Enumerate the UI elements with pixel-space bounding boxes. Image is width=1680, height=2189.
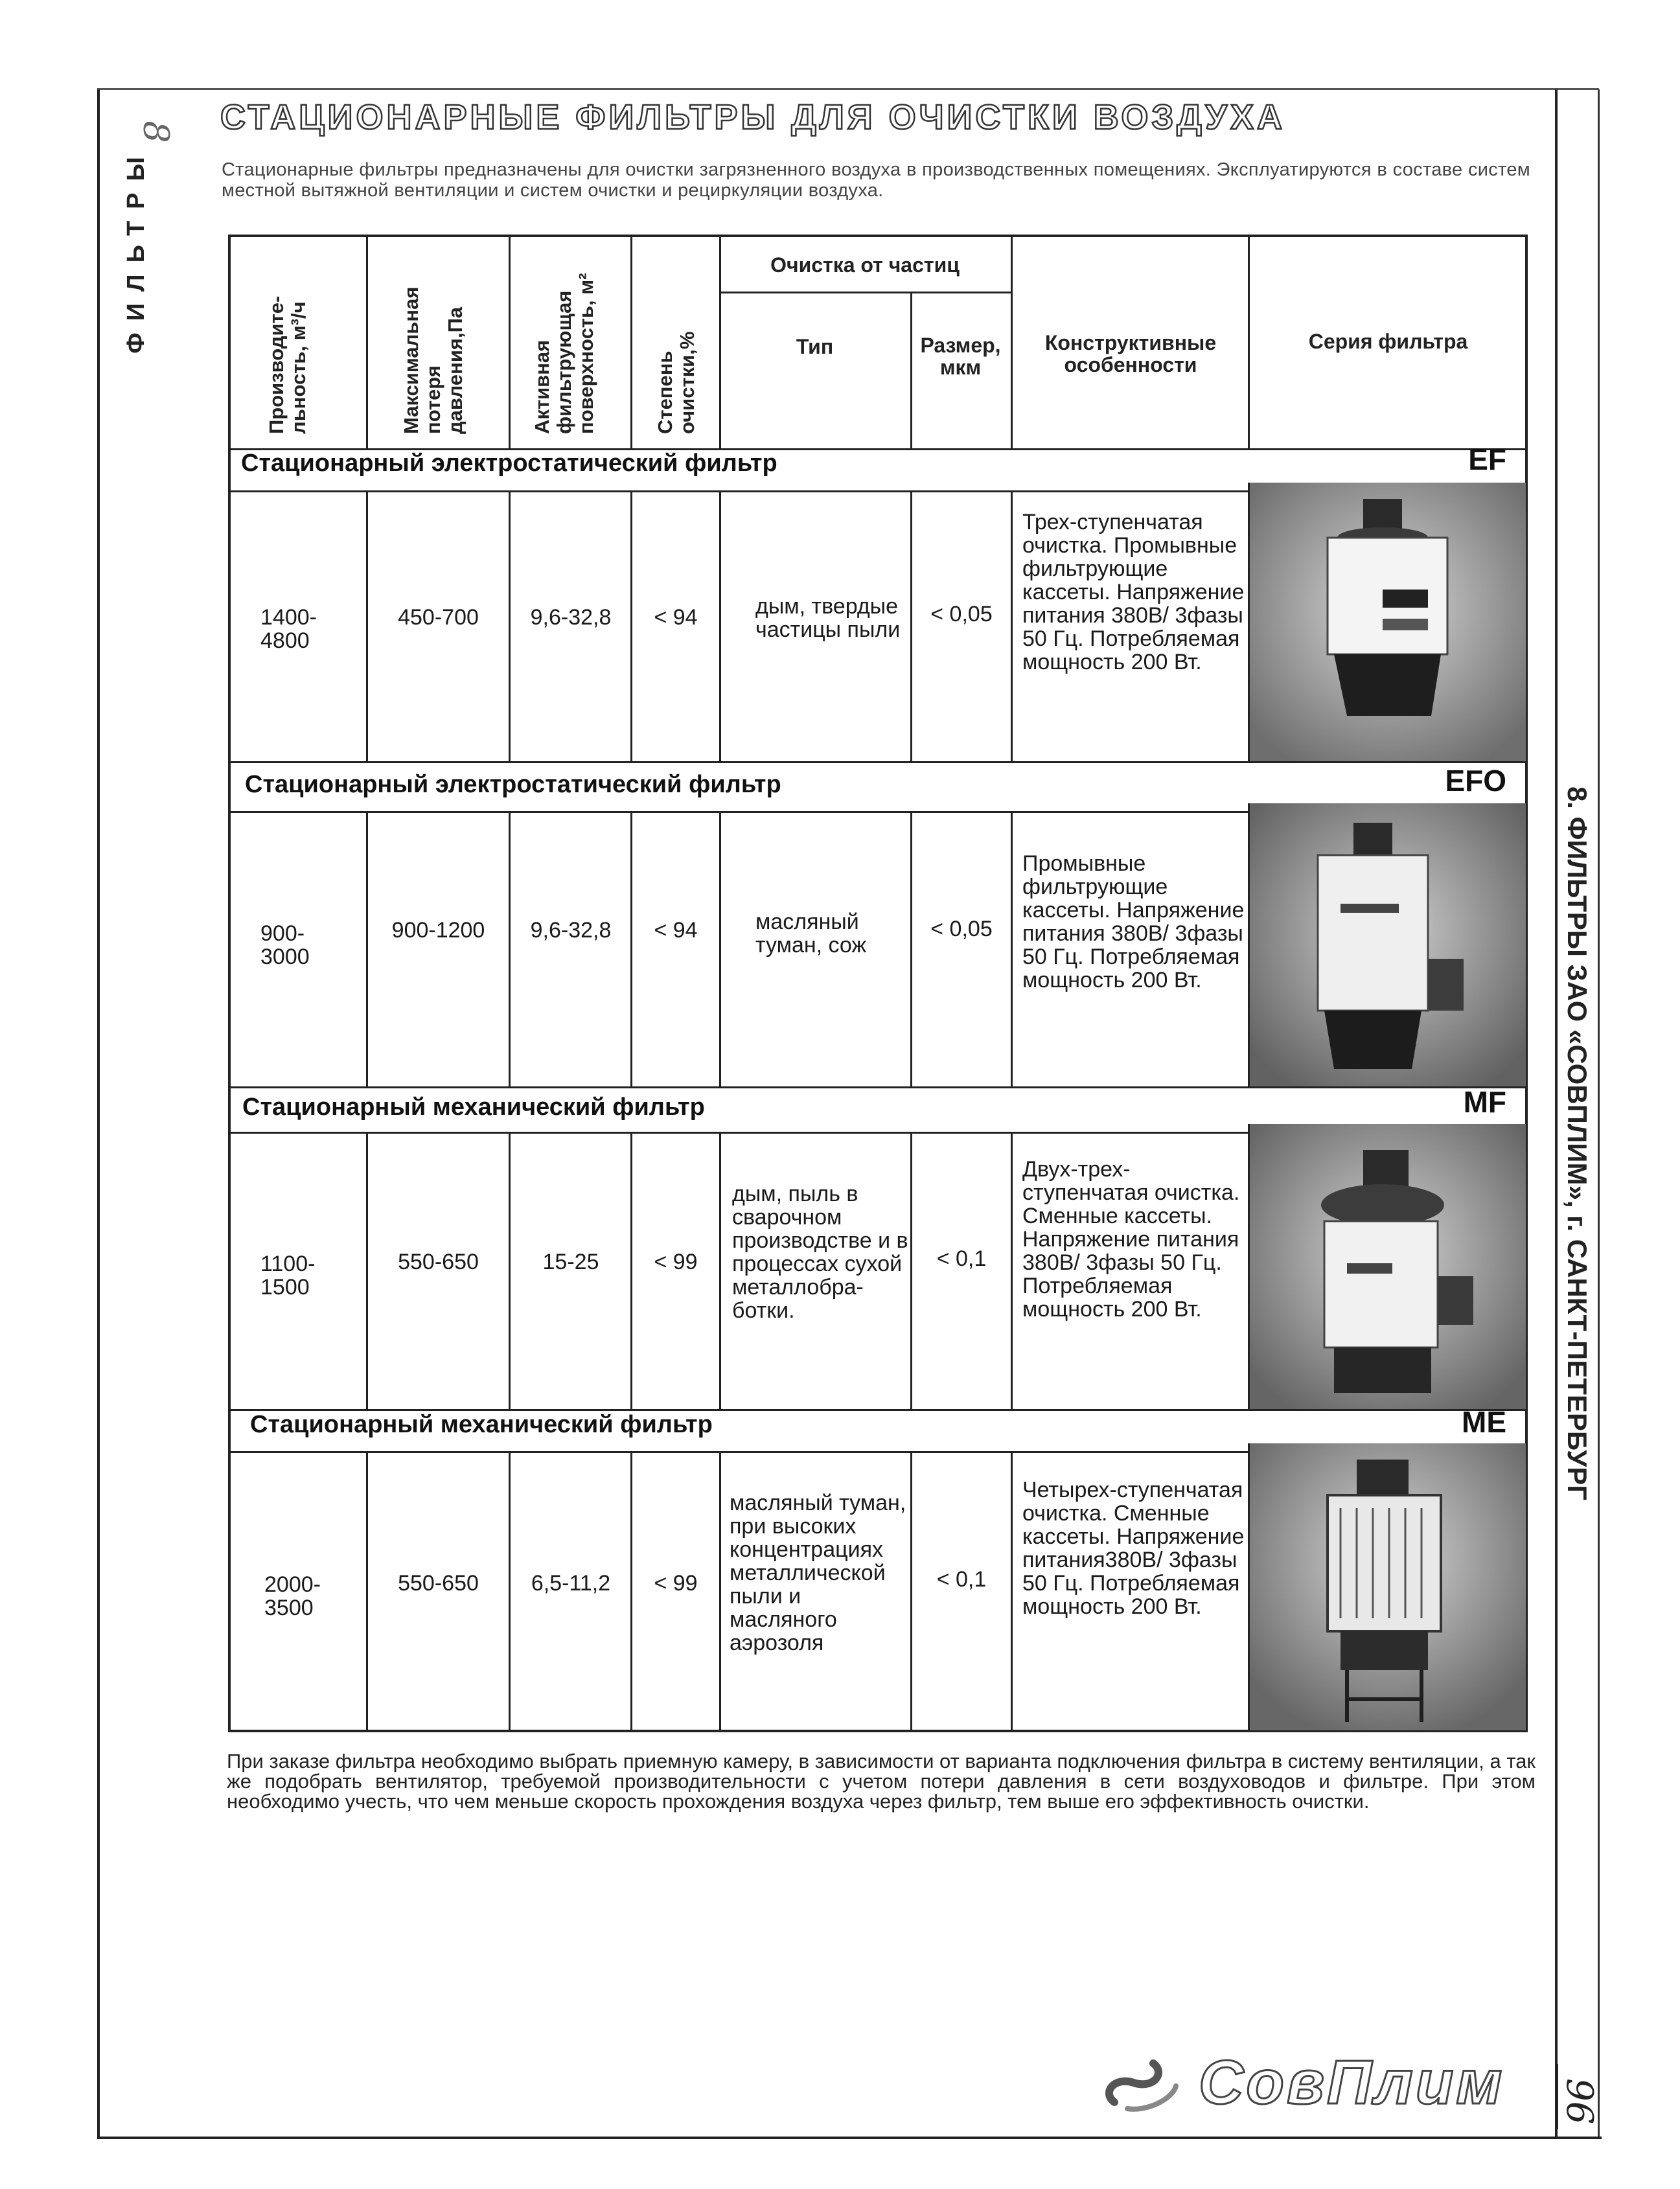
- row-series-code: EFO: [1445, 764, 1506, 797]
- cell-pressure: 550-650: [398, 1250, 479, 1274]
- grid-line: [228, 1132, 1252, 1134]
- logo-wordmark: СовПлим: [1199, 2048, 1505, 2117]
- grid-line: [630, 811, 632, 1086]
- grid-line: [228, 1451, 1252, 1453]
- cell-size: < 0,1: [936, 1567, 987, 1592]
- side-label-right: 8. ФИЛЬТРЫ ЗАО «СОВПЛИМ», г. САНКТ-ПЕТЕРБУРГ: [1562, 786, 1593, 1501]
- grid-line: [910, 1451, 912, 1732]
- cell-pressure: 550-650: [398, 1571, 479, 1596]
- header-particles: Очистка от частиц: [770, 253, 960, 277]
- row-title: Стационарный механический фильтр: [242, 1094, 705, 1121]
- grid-line: [630, 235, 632, 448]
- cell-type: масляный туман, при высоких концентрациях металлической пыли и масляного аэрозоля: [730, 1491, 906, 1655]
- cell-pressure: 900-1200: [391, 918, 485, 943]
- grid-line: [910, 1132, 912, 1409]
- header-degree: Степень очистки,%: [654, 331, 698, 434]
- cell-surface: 9,6-32,8: [530, 605, 612, 630]
- cell-size: < 0,05: [930, 917, 993, 941]
- grid-line: [1011, 235, 1013, 448]
- grid-line: [366, 811, 368, 1086]
- filter-photo-me: [1250, 1443, 1526, 1730]
- page-title: СТАЦИОНАРНЫЕ ФИЛЬТРЫ ДЛЯ ОЧИСТКИ ВОЗДУХА: [220, 98, 1285, 137]
- grid-line: [228, 1086, 1528, 1088]
- cell-degree: < 99: [654, 1571, 698, 1596]
- cell-pressure: 450-700: [398, 605, 479, 630]
- cell-degree: < 94: [654, 918, 698, 943]
- grid-line: [1011, 490, 1013, 761]
- grid-line: [1248, 235, 1250, 448]
- cell-surface: 15-25: [542, 1250, 599, 1274]
- cell-capacity: 2000-3500: [264, 1572, 321, 1620]
- row-title: Стационарный электростатический фильтр: [245, 771, 781, 798]
- cell-design: Четырех-ступенчатая очистка. Сменные кассеты. Напряжение питания380В/ 3фазы 50 Гц. Потребляемая мощность 200 Вт.: [1022, 1478, 1245, 1619]
- grid-line: [719, 490, 721, 761]
- footer-note: При заказе фильтра необходимо выбрать приемную камеру, в зависимости от варианта подключения фильтра в систему вентиляции, а так же подобрать вентилятор, требуемой производительности с учетом потери давления в сети воздуховодов и фильтре. При этом необходимо учесть, что чем меньше скорость прохождения воздуха через фильтр, тем выше его эффективность очистки.: [227, 1750, 1536, 1813]
- header-pressure: Максимальная потеря давления,Па: [400, 286, 466, 434]
- header-design: Конструктивные особенности: [1044, 331, 1217, 376]
- filter-photo-mf: [1250, 1124, 1526, 1409]
- cell-design: Двух-трех-ступенчатая очистка. Сменные кассеты. Напряжение питания 380В/ 3фазы 50 Гц. Потребляемая мощность 200 Вт.: [1022, 1157, 1240, 1322]
- grid-line: [509, 235, 511, 448]
- cell-capacity: 1100-1500: [260, 1252, 316, 1300]
- cell-type: дым, пыль в сварочном производстве и в процессах сухой металлобра-ботки.: [732, 1182, 908, 1323]
- cell-surface: 9,6-32,8: [530, 918, 612, 943]
- grid-line: [719, 1132, 721, 1409]
- header-type: Тип: [796, 335, 834, 358]
- grid-line: [1011, 811, 1013, 1086]
- filter-unit-illustration: [1250, 1443, 1526, 1730]
- filter-unit-illustration: [1250, 803, 1526, 1086]
- cell-size: < 0,05: [930, 602, 993, 626]
- grid-line: [228, 811, 1252, 813]
- grid-line: [719, 1451, 721, 1732]
- filter-unit-illustration: [1250, 1124, 1526, 1409]
- grid-line: [719, 811, 721, 1086]
- grid-line: [1011, 1132, 1013, 1409]
- header-series: Серия фильтра: [1308, 330, 1468, 353]
- row-series-code: ME: [1462, 1405, 1506, 1439]
- cell-type: масляный туман, сож: [755, 910, 867, 957]
- row-title: Стационарный механический фильтр: [250, 1411, 713, 1438]
- header-size: Размер, мкм: [920, 334, 1001, 379]
- grid-line: [719, 292, 1011, 293]
- filter-unit-illustration: [1250, 483, 1526, 761]
- cell-type: дым, твердые частицы пыли: [755, 594, 901, 642]
- page-number: 96: [1558, 2078, 1600, 2125]
- grid-line: [1011, 1451, 1013, 1732]
- cell-degree: < 94: [654, 605, 698, 630]
- cell-capacity: 900-3000: [260, 921, 310, 969]
- intro-paragraph: Стационарные фильтры предназначены для очистки загрязненного воздуха в производственных помещениях. Эксплуатируются в составе систем местной вытяжной вентиляции и систем очистки и рециркуляции воздуха.: [222, 159, 1530, 201]
- row-series-code: MF: [1463, 1085, 1506, 1119]
- grid-line: [509, 811, 511, 1086]
- filter-photo-ef: [1250, 483, 1526, 761]
- grid-line: [228, 490, 1252, 492]
- cell-design: Промывные фильтрующие кассеты. Напряжение питания 380В/ 3фазы 50 Гц. Потребляемая мощность 200 Вт.: [1022, 851, 1245, 992]
- cell-size: < 0,1: [936, 1246, 987, 1271]
- cell-design: Трех-ступенчатая очистка. Промывные фильтрующие кассеты. Напряжение питания 380В/ 3фазы 50 Гц. Потребляемая мощность 200 Вт.: [1022, 510, 1245, 674]
- company-logo: [1095, 2047, 1542, 2118]
- cell-surface: 6,5-11,2: [531, 1571, 611, 1596]
- filter-photo-efo: [1250, 803, 1526, 1086]
- grid-line: [228, 761, 1528, 763]
- cell-capacity: 1400-4800: [260, 605, 317, 653]
- header-capacity: Производите-льность, м³/ч: [265, 295, 310, 434]
- section-number: 8: [135, 120, 177, 143]
- grid-line: [910, 811, 912, 1086]
- logo-emblem-icon: [1095, 2047, 1192, 2118]
- cell-degree: < 99: [654, 1250, 698, 1274]
- row-title: Стационарный электростатический фильтр: [241, 450, 777, 477]
- row-series-code: EF: [1468, 442, 1506, 476]
- grid-line: [366, 235, 368, 448]
- side-label-left: ФИЛЬТРЫ: [122, 145, 150, 354]
- header-surface: Активная фильтрующая поверхность, м²: [531, 273, 597, 434]
